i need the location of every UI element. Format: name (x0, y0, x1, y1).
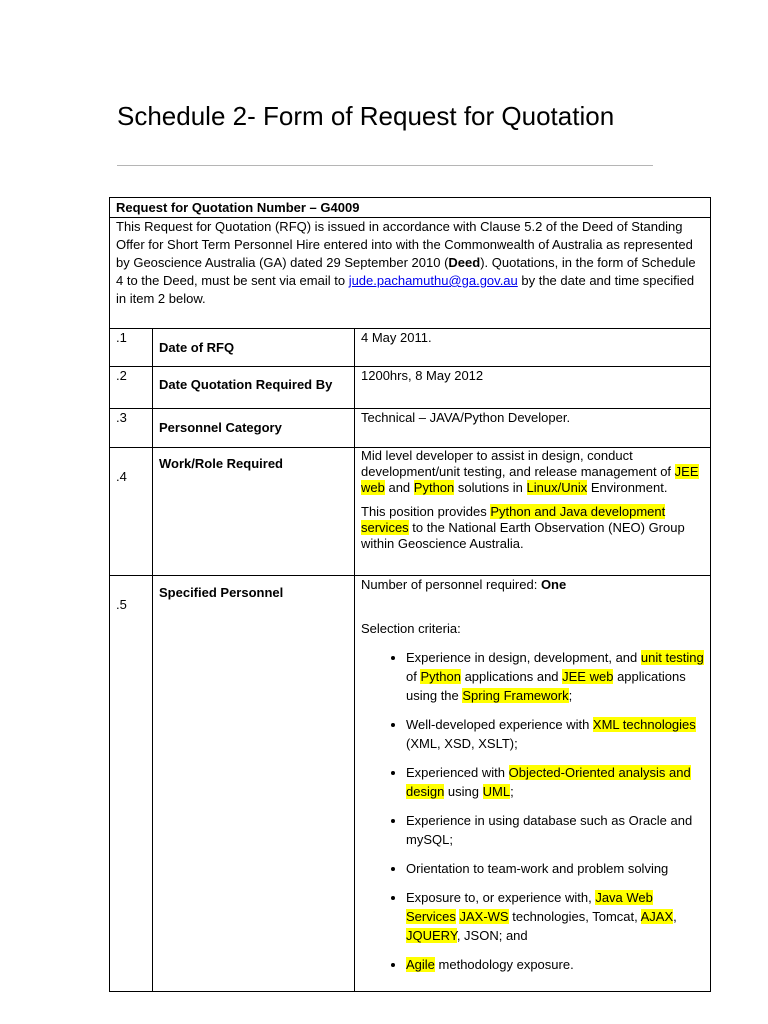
rfq-number: Request for Quotation Number – G4009 (116, 200, 360, 215)
work-role-services: This position provides Python and Java development services to the National Earth Observation (NEO) Group within Geoscience Australia. (361, 504, 685, 551)
criteria-heading: Selection criteria: (361, 621, 461, 636)
table-row (110, 329, 711, 367)
contact-email-link[interactable]: jude.pachamuthu@ga.gov.au (348, 273, 518, 288)
work-role-value (355, 448, 711, 576)
row-label: Work/Role Required (153, 448, 355, 576)
list-item: • Orientation to team-work and problem solving (406, 859, 704, 878)
list-item: • Agile methodology exposure. (406, 955, 704, 974)
page-title: Schedule 2- Form of Request for Quotation (117, 101, 615, 131)
rfq-header-row (110, 198, 711, 218)
title-divider (117, 165, 653, 166)
row-number: .2 (110, 367, 153, 409)
row-label: Date Quotation Required By (153, 367, 355, 409)
personnel-count: Number of personnel required: One (361, 577, 567, 592)
row-value: 1200hrs, 8 May 2012 (355, 367, 711, 409)
row-value: 4 May 2011. (355, 329, 711, 367)
table-row (110, 576, 711, 992)
row-number: .4 (110, 448, 153, 576)
criteria-list (361, 648, 704, 974)
row-number: .3 (110, 409, 153, 448)
row-number: .5 (110, 576, 153, 992)
list-item: • Experience in using database such as Oracle and mySQL; (406, 811, 704, 849)
row-value: Technical – JAVA/Python Developer. (355, 409, 711, 448)
list-item: • Experience in design, development, and unit testing of Python applications and JEE web applications using the Spring Framework; (406, 648, 704, 705)
table-row (110, 448, 711, 576)
rfq-intro: This Request for Quotation (RFQ) is issued in accordance with Clause 5.2 of the Deed of Standing Offer for Short Term Personnel Hire entered into with the Commonwealth of Australia as represented by Geoscience Australia (GA) dated 29 September 2010 (Deed). Quotations, in the form of Schedule 4 to the Deed, must be sent via email to jude.pachamuthu@ga.gov.au by the date and time specified in item 2 below. (116, 219, 696, 306)
work-role-description: Mid level developer to assist in design, conduct development/unit testing, and release management of JEE web and Python solutions in Linux/Unix Environment. (361, 448, 699, 495)
row-label: Personnel Category (153, 409, 355, 448)
table-row (110, 409, 711, 448)
row-label: Date of RFQ (153, 329, 355, 367)
specified-personnel-value (355, 576, 711, 992)
list-item: • Experienced with Objected-Oriented analysis and design using UML; (406, 763, 704, 801)
row-number: .1 (110, 329, 153, 367)
rfq-intro-row (110, 218, 711, 329)
row-label: Specified Personnel (153, 576, 355, 992)
table-row (110, 367, 711, 409)
list-item: • Exposure to, or experience with, Java Web Services JAX-WS technologies, Tomcat, AJAX, JQUERY, JSON; and (406, 888, 704, 945)
rfq-table (109, 197, 711, 992)
list-item: • Well-developed experience with XML technologies (XML, XSD, XSLT); (406, 715, 704, 753)
